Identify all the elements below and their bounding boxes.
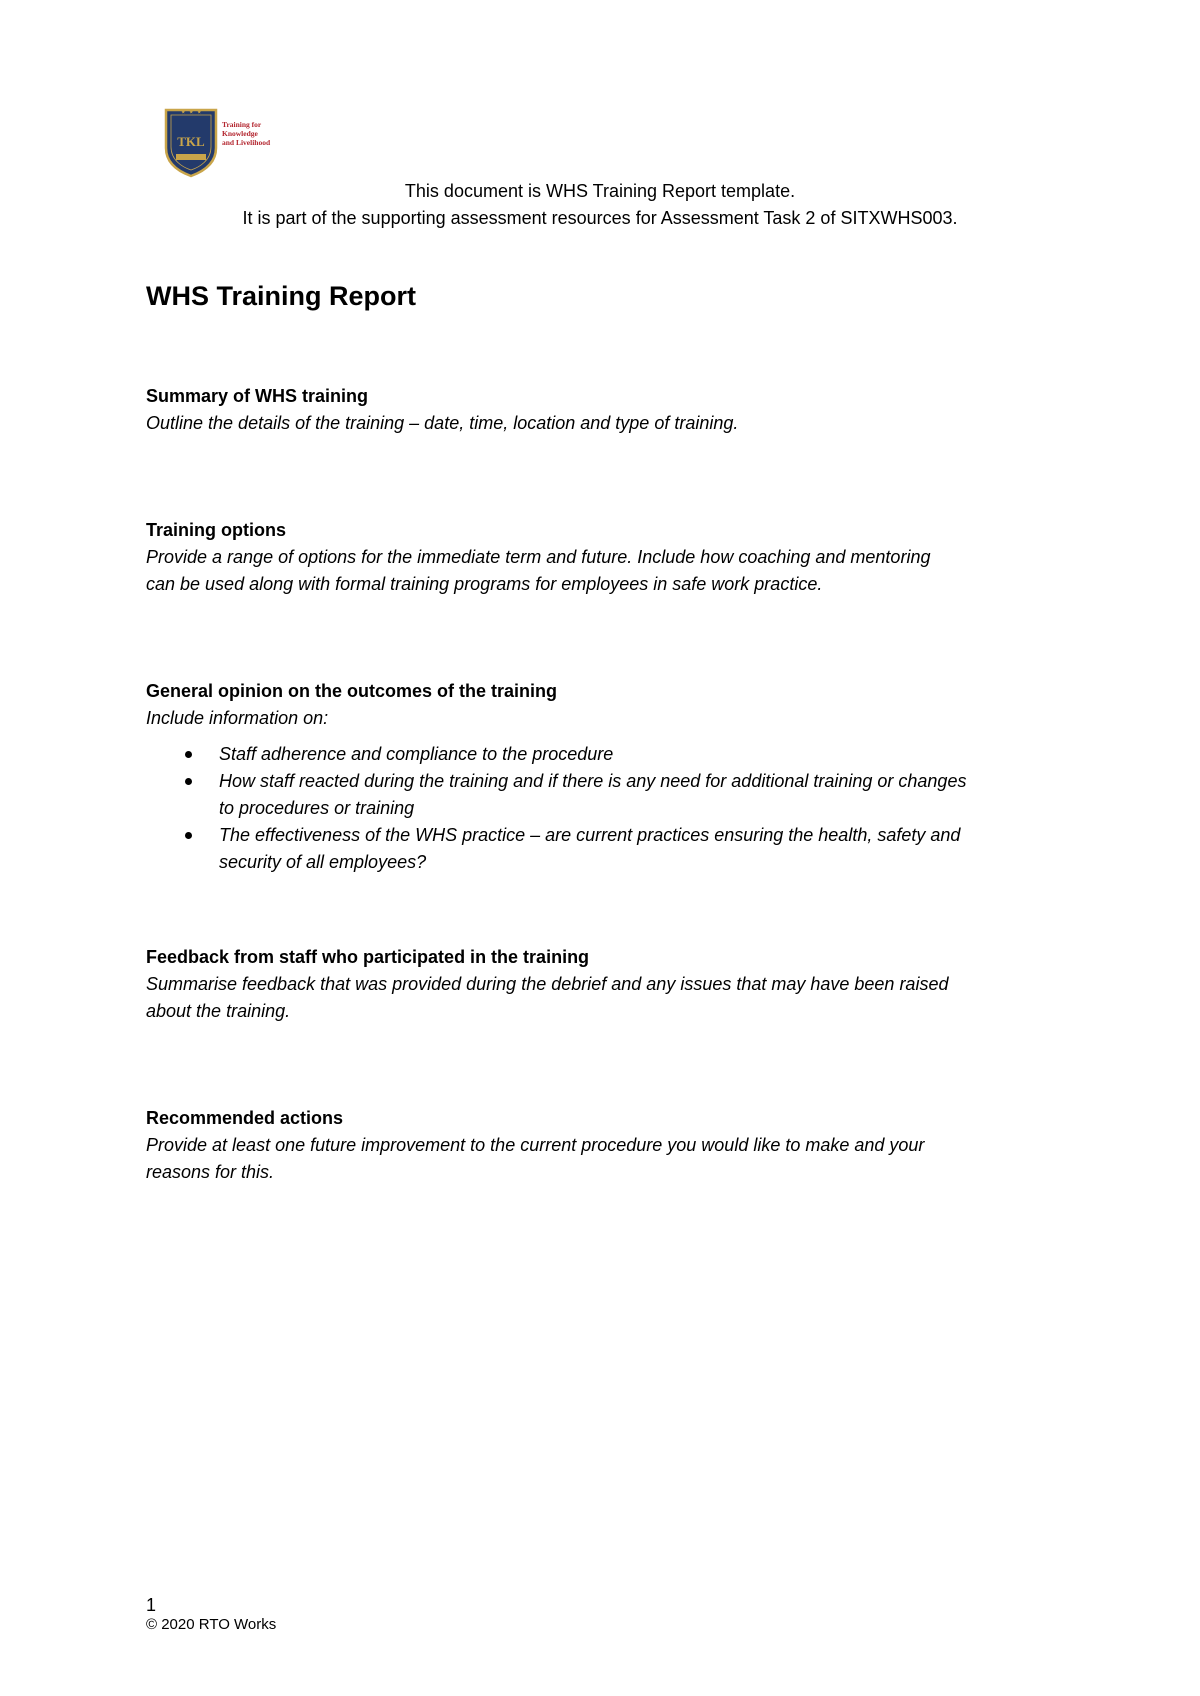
section-body-line: Provide at least one future improvement to the current procedure you would like to make and your: [146, 1135, 925, 1155]
section-body: Include information on:: [146, 708, 329, 728]
section-body-line: reasons for this.: [146, 1162, 275, 1182]
list-item-line: to procedures or training: [219, 798, 415, 818]
section-heading: Recommended actions: [146, 1108, 344, 1128]
svg-text:★: ★: [181, 109, 186, 116]
svg-text:★: ★: [189, 109, 194, 116]
list-item-line: security of all employees?: [219, 852, 427, 872]
section-heading: Training options: [146, 520, 286, 540]
copyright-notice: © 2020 RTO Works: [146, 1616, 277, 1633]
shield-icon: [162, 104, 220, 178]
section-body-line: Provide a range of options for the immediate term and future. Include how coaching and mentoring: [146, 547, 931, 567]
list-item-line: The effectiveness of the WHS practice – are current practices ensuring the health, safety and: [219, 825, 961, 845]
logo-wordmark: [222, 120, 270, 147]
section-body: Outline the details of the training – date, time, location and type of training.: [146, 413, 739, 433]
list-item-line: How staff reacted during the training and if there is any need for additional training or changes: [219, 771, 967, 791]
section-training-options: [146, 517, 1066, 598]
section-heading: General opinion on the outcomes of the training: [146, 681, 558, 701]
page-number: 1: [146, 1595, 157, 1615]
bullet-list: [146, 741, 1066, 876]
organization-logo: [162, 104, 284, 178]
section-heading: Summary of WHS training: [146, 386, 369, 406]
page-title: WHS Training Report: [146, 281, 416, 311]
list-item-line: Staff adherence and compliance to the procedure: [219, 744, 614, 764]
section-staff-feedback: [146, 944, 1066, 1025]
section-heading: Feedback from staff who participated in the training: [146, 947, 590, 967]
section-body-line: Summarise feedback that was provided during the debrief and any issues that may have been raised: [146, 974, 949, 994]
list-item: [146, 822, 1066, 876]
section-recommended-actions: [146, 1105, 1066, 1186]
section-body-line: can be used along with formal training programs for employees in safe work practice.: [146, 574, 823, 594]
intro-line: It is part of the supporting assessment resources for Assessment Task 2 of SITXWHS003.: [242, 208, 958, 228]
document-intro: [0, 178, 1200, 232]
section-body-line: about the training.: [146, 1001, 291, 1021]
logo-text-line: Knowledge: [222, 129, 258, 138]
section-general-opinion: [146, 678, 1066, 876]
list-item: [146, 741, 1066, 768]
intro-line: This document is WHS Training Report template.: [404, 181, 796, 201]
logo-text-line: and Livelihood: [222, 138, 271, 147]
svg-text:★: ★: [197, 109, 202, 116]
logo-badge-text: TKL: [177, 134, 205, 149]
page-footer: [146, 1594, 276, 1634]
list-item: [146, 768, 1066, 822]
section-summary: [146, 383, 1066, 437]
logo-text-line: Training for: [222, 120, 262, 129]
